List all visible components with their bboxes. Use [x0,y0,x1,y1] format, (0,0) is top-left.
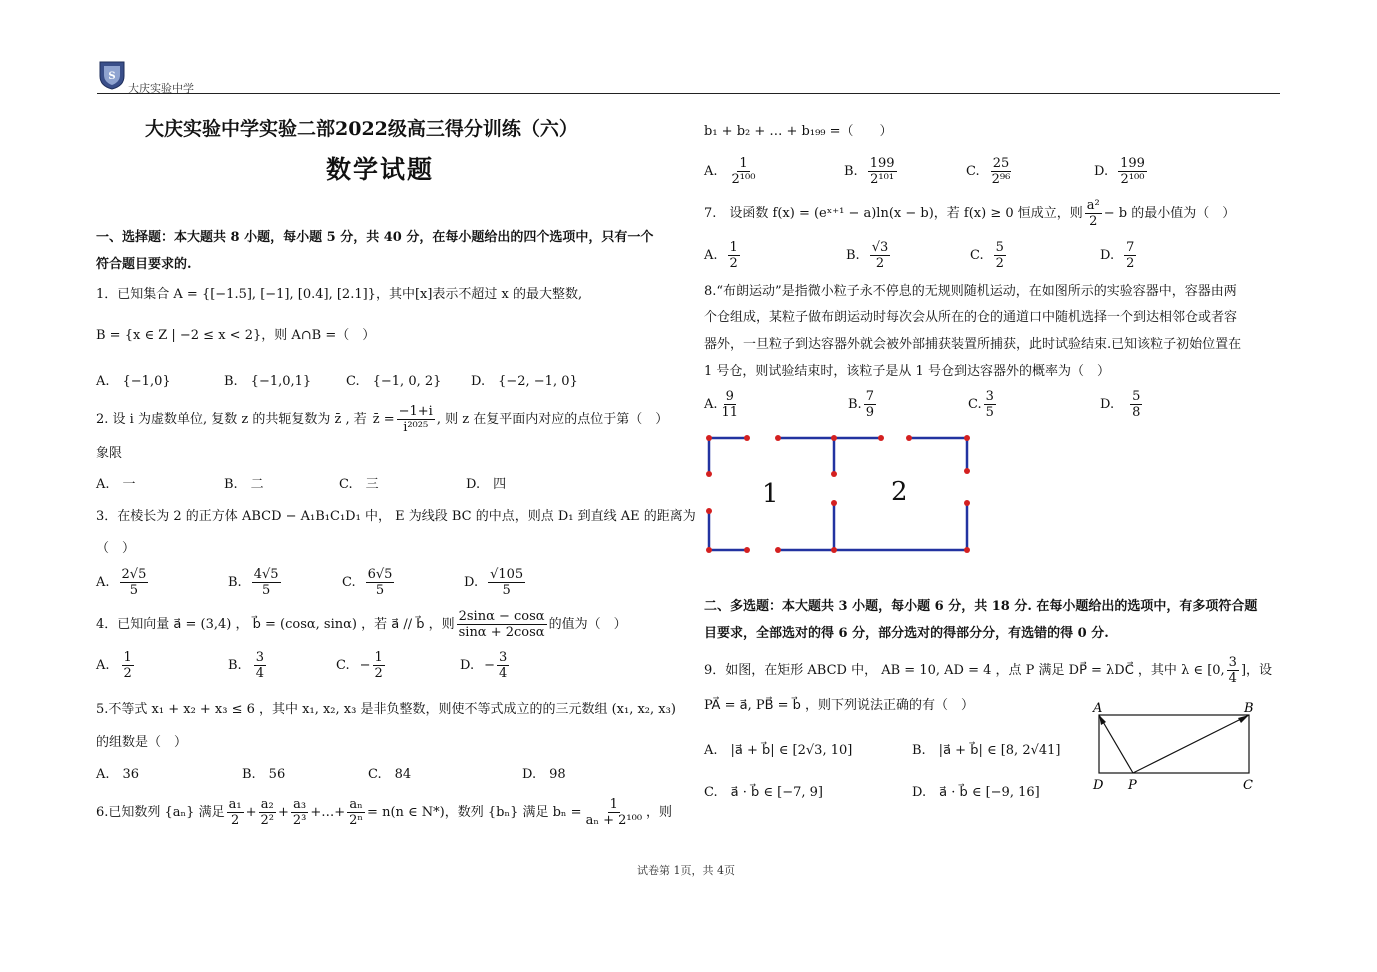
q8-option-a-frac [720,389,741,420]
q4-option-c-den: 2 [374,666,383,681]
q9-option-c: C. a⃗ · b⃗ ∈ [−7, 9] [704,785,823,800]
junction-dot [706,547,712,553]
section1-heading-cont: 符合题目要求的. [96,257,192,272]
q7-option-a [704,240,742,271]
q7-option-d-frac [1124,240,1136,271]
q3-option-d-frac [488,567,525,598]
q7-option-c-num: 5 [995,240,1004,255]
q6-frac3 [291,797,308,828]
q4-option-d-sign: − [484,658,495,673]
q1-option-c: C. {−1, 0, 2} [346,374,442,389]
q9-stem [704,655,1272,686]
q6-option-c-den: 2⁹⁶ [991,172,1011,187]
arrowhead-a [1099,715,1106,725]
junction-dot [706,435,712,441]
q5-option-b: B. 56 [242,767,286,782]
q2-frac-num: −1+i [398,404,433,419]
q3-option-d [464,567,527,598]
school-name: 大庆实验中学 [128,82,194,95]
q2-stem-cont: 象限 [96,446,123,461]
q8-option-b [848,389,878,420]
q4-option-c-frac [373,650,385,681]
q4-option-d [460,650,511,681]
q6-option-b-label: B. [844,164,858,179]
q4-option-b-num: 3 [255,650,264,665]
q7-option-c-den: 2 [995,256,1004,271]
q1-stem-cont: B = {x ∈ Z | −2 ≤ x < 2}，则 A∩B =（ ） [96,328,376,343]
svg-text:S: S [108,71,116,82]
q8-option-a-den: 11 [721,405,739,420]
junction-dot [831,471,837,477]
q6-frac1-den: 2 [230,813,240,828]
q6-text-a: 6.已知数列 {aₙ} 满足 [96,804,225,820]
vector-pa [1099,715,1133,773]
q6-option-c-frac [990,156,1013,187]
q4-frac-num: 2sinα − cosα [458,609,545,624]
label-p: P [1128,778,1137,793]
q4-option-b [228,650,268,681]
q5-option-c: C. 84 [368,767,412,782]
q9-frac-num: 3 [1228,655,1237,670]
q8-option-c [968,389,998,420]
section2-heading-cont: 目要求，全部选对的得 6 分，部分选对的得部分分，有选错的得 0 分. [704,626,1109,641]
q4-option-c [336,650,387,681]
q6-fracn-num: aₙ [349,797,363,812]
q3-option-d-den: 5 [502,583,511,598]
q4-option-c-num: 1 [374,650,383,665]
q8-option-a-label: A. [704,397,718,412]
junction-dot [878,435,884,441]
q8-option-c-label: C. [968,397,982,412]
q3-option-c [342,567,396,598]
q3-option-a-label: A. [96,575,110,590]
q6-frac1-num: a₁ [228,797,242,812]
q7-option-c-label: C. [970,248,984,263]
q8-option-c-den: 5 [985,405,994,420]
q7-option-c-frac [994,240,1006,271]
q7-option-a-den: 2 [729,256,738,271]
q6-option-d [1094,156,1149,187]
q8-option-a-num: 9 [725,389,734,404]
q5-stem-cont: 的组数是（ ） [96,735,188,750]
q7-option-a-num: 1 [729,240,738,255]
q6-stem: 6.已知数列 {aₙ} 满足 $\frac{\text{a₁}}{2}$ + $\frac{\text{a₂}}{\text{2²}}$ + $\frac{\text{a₃}}{\text{2³}}$ +…+ $\frac{\text{aₙ}}{\text{2ⁿ}}$ = n(n ∈ N*)，数列 {bₙ} 满足 bₙ = $\frac{1}{\text{aₙ + 2¹⁰⁰}}$ ，则 [96,797,673,828]
q8-option-d-label: D. [1100,397,1115,412]
q1-option-d: D. {−2, −1, 0} [471,374,578,389]
q3-option-b-num: 4√5 [253,567,279,582]
q5-option-d: D. 98 [522,767,566,782]
q6-option-a-frac [730,156,758,187]
q6-frac2-den: 2² [260,813,274,828]
q6-option-b [844,156,899,187]
q7-frac-num: a² [1086,198,1100,213]
q6-fracn-den: 2ⁿ [349,813,364,828]
junction-dot [964,547,970,553]
q8-option-d-frac [1130,389,1142,420]
q7-frac-den: 2 [1089,214,1098,229]
q4-option-a-frac [122,650,134,681]
q8-stem-line1: 8.“布朗运动”是指微小粒子永不停息的无规则随机运动，在如图所示的实验容器中，容器由两 [704,284,1237,299]
q8-option-d [1100,389,1144,420]
container-diagram [700,430,980,560]
q4-stem [96,609,627,640]
q8-option-d-num: 5 [1132,389,1141,404]
q6-option-a-num: 1 [739,156,748,171]
q3-stem-cont: （ ） [96,541,136,556]
q2-fraction [397,404,435,435]
q7-option-b-frac [870,240,891,271]
junction-dot [744,547,750,553]
q3-option-b-label: B. [228,575,242,590]
q3-option-c-label: C. [342,575,356,590]
q8-option-b-frac [864,389,876,420]
q8-option-b-label: B. [848,397,862,412]
q6-frac3-den: 2³ [292,813,307,828]
q8-stem-line3: 器外，一旦粒子到达容器外就会被外部捕获装置所捕获，此时试验结束.已知该粒子初始位置在 [704,337,1242,352]
q7-stem [704,198,1235,229]
q4-option-d-frac [497,650,509,681]
junction-dot [964,468,970,474]
rectangle-abcd [1099,715,1249,773]
q6-option-a [704,156,759,187]
junction-dot [706,508,712,514]
q6-text-b: ，则 [646,804,673,820]
q4-option-a-label: A. [96,658,110,673]
q6-option-c-label: C. [966,164,980,179]
junction-dot [964,500,970,506]
q6-option-b-den: 2¹⁰¹ [870,172,895,187]
label-c: C [1243,778,1253,793]
q4-option-a-num: 1 [123,650,132,665]
junction-dot [831,547,837,553]
q4-option-d-den: 4 [499,666,508,681]
q3-option-b-den: 5 [261,583,271,598]
q7-option-d-num: 7 [1126,240,1135,255]
school-crest-icon [97,58,127,90]
q6-option-d-num: 199 [1120,156,1145,171]
q4-option-a [96,650,136,681]
q9-option-b: B. |a⃗ + b⃗| ∈ [8, 2√41] [912,743,1061,758]
q9-stem-cont: PA⃗ = a⃗, PB⃗ = b⃗ ，则下列说法正确的有（ ） [704,698,975,713]
q2-option-a: A. 一 [96,477,136,492]
junction-dot [964,435,970,441]
q8-option-c-num: 3 [985,389,994,404]
q9-fraction [1227,655,1239,686]
q2-text-a: 2. 设 i 为虚数单位, 复数 z 的共轭复数为 z̄ , 若 [96,411,367,427]
page-title: 大庆实验中学实验二部2022级高三得分训练（六） [145,118,578,140]
q9-frac-den: 4 [1228,671,1237,686]
q6-option-a-den: 2¹⁰⁰ [731,172,756,187]
label-a: A [1093,701,1103,716]
q4-fraction [457,609,547,640]
q6-option-d-den: 2¹⁰⁰ [1120,172,1145,187]
label-b: B [1244,701,1254,716]
q7-option-a-label: A. [704,248,718,263]
q6-fracb [584,797,644,828]
q6-frac3-num: a₃ [293,797,307,812]
q4-option-b-den: 4 [255,666,264,681]
q3-option-c-den: 5 [375,583,385,598]
q9-option-a: A. |a⃗ + b⃗| ∈ [2√3, 10] [704,743,853,758]
q2-option-c: C. 三 [339,477,379,492]
q4-option-d-num: 3 [499,650,508,665]
q3-option-b [228,567,283,598]
vector-pb [1133,715,1249,773]
q8-option-b-den: 9 [865,405,874,420]
q3-stem: 3．在棱长为 2 的正方体 ABCD − A₁B₁C₁D₁ 中， E 为线段 BC 的中点，则点 D₁ 到直线 AE 的距离为 [96,509,696,524]
q9-text-b: ]，设 [1240,662,1273,678]
q3-option-d-label: D. [464,575,479,590]
section2-heading: 二、多选题：本大题共 3 小题，每小题 6 分，共 18 分. 在每小题给出的选项中，有多项符合题 [704,599,1258,614]
q6-option-b-frac [868,156,897,187]
q6-frac1 [227,797,244,828]
q3-option-a [96,567,150,598]
q9-text-a: 9．如图，在矩形 ABCD 中， AB = 10, AD = 4 ，点 P 满足 DP⃗ = λDC⃗ ，其中 λ ∈ [0, [704,662,1225,678]
q7-option-b-num: √3 [871,240,889,255]
q7-option-b-den: 2 [875,256,885,271]
q6-fracb-den: aₙ + 2¹⁰⁰ [585,813,643,828]
q3-option-c-frac [366,567,395,598]
arrowhead-b [1238,715,1249,723]
q2-option-d: D. 四 [466,477,507,492]
q4-frac-den: sinα + 2cosα [458,625,545,640]
q2-stem [96,404,668,435]
q6-option-b-num: 199 [869,156,895,171]
q7-option-d-label: D. [1100,248,1115,263]
q4-option-c-label: C. [336,658,350,673]
q8-stem-line2: 个仓组成，某粒子做布朗运动时每次会从所在的仓的通道口中随机选择一个到达相邻仓或者容 [704,310,1238,325]
junction-dot [775,547,781,553]
room2-label: 2 [891,477,908,507]
q7-option-a-frac [728,240,740,271]
section1-heading: 一、选择题：本大题共 8 小题，每小题 5 分，共 40 分，在每小题给出的四个选项中，只有一个 [96,230,654,245]
q7-option-d [1100,240,1138,271]
room1-label: 1 [762,479,779,509]
junction-dot [744,435,750,441]
q9-option-d: D. a⃗ · b⃗ ∈ [−9, 16] [912,785,1040,800]
q7-option-b-label: B. [846,248,860,263]
header-divider [97,93,1280,94]
q5-option-a: A. 36 [96,767,140,782]
junction-dot [775,435,781,441]
q4-option-b-frac [254,650,266,681]
q8-option-c-frac [984,389,996,420]
page-subtitle: 数学试题 [326,155,435,184]
q6-fracn [347,797,365,828]
q3-option-a-frac [120,567,149,598]
q8-option-a [704,389,742,420]
q7-option-d-den: 2 [1126,256,1135,271]
q3-option-c-num: 6√5 [367,567,393,582]
q7-text-b: − b 的最小值为（ ） [1103,205,1236,221]
q6-option-c-num: 25 [992,156,1010,171]
q4-option-b-label: B. [228,658,242,673]
label-d: D [1093,778,1104,793]
q6-option-d-frac [1118,156,1147,187]
q6-option-c [966,156,1014,187]
q8-option-d-den: 8 [1132,405,1141,420]
q4-text-a: 4．已知向量 a⃗ = (3,4) ， b⃗ = (cosα, sinα) ，若 a⃗ // b⃗ ，则 [96,616,455,632]
q4-text-b: 的值为（ ） [548,616,627,632]
q8-option-b-num: 7 [865,389,874,404]
rectangle-figure [1088,698,1260,796]
q7-option-b [846,240,892,271]
q6-option-d-label: D. [1094,164,1109,179]
q6-fracb-num: 1 [609,797,618,812]
q7-fraction [1085,198,1102,229]
q4-option-d-label: D. [460,658,475,673]
q4-option-a-den: 2 [123,666,132,681]
junction-dot [906,435,912,441]
q3-option-a-den: 5 [129,583,139,598]
q3-option-a-num: 2√5 [121,567,147,582]
q6-option-a-label: A. [704,164,718,179]
q2-option-b: B. 二 [224,477,264,492]
q2-lhs: z̄ = [372,411,395,427]
q3-option-d-num: √105 [490,567,524,582]
q1-option-b: B. {−1,0,1} [224,374,312,389]
junction-dot [706,471,712,477]
q2-frac-den: i²⁰²⁵ [403,420,429,435]
q7-option-c [970,240,1008,271]
junction-dot [831,500,837,506]
page-footer: 试卷第 1页，共 4页 [637,864,735,877]
q6-mid: = n(n ∈ N*)，数列 {bₙ} 满足 bₙ = [367,804,582,820]
q6-stem-cont: b₁ + b₂ + … + b₁₉₉ =（ ） [704,124,893,139]
q7-text-a: 7. 设函数 f(x) = (eˣ⁺¹ − a)ln(x − b)，若 f(x) ≥ 0 恒成立，则 [704,205,1083,221]
q6-frac2-num: a₂ [260,797,274,812]
q1-option-a: A. {−1,0} [96,374,171,389]
q8-stem-line4: 1 号仓，则试验结束时，该粒子是从 1 号仓到达容器外的概率为（ ） [704,364,1110,379]
q5-stem: 5.不等式 x₁ + x₂ + x₃ ≤ 6 ，其中 x₁, x₂, x₃ 是非负整数，则使不等式成立的的三元数组 (x₁, x₂, x₃) [96,702,676,717]
q6-frac2 [258,797,275,828]
q2-text-b: , 则 z 在复平面内对应的点位于第（ ） [436,411,669,427]
q4-option-c-sign: − [359,658,371,673]
q3-option-b-frac [252,567,281,598]
q1-stem: 1．已知集合 A = {[−1.5], [−1], [0.4], [2.1]}，其中[x]表示不超过 x 的最大整数, [96,287,583,302]
junction-dot [831,435,837,441]
